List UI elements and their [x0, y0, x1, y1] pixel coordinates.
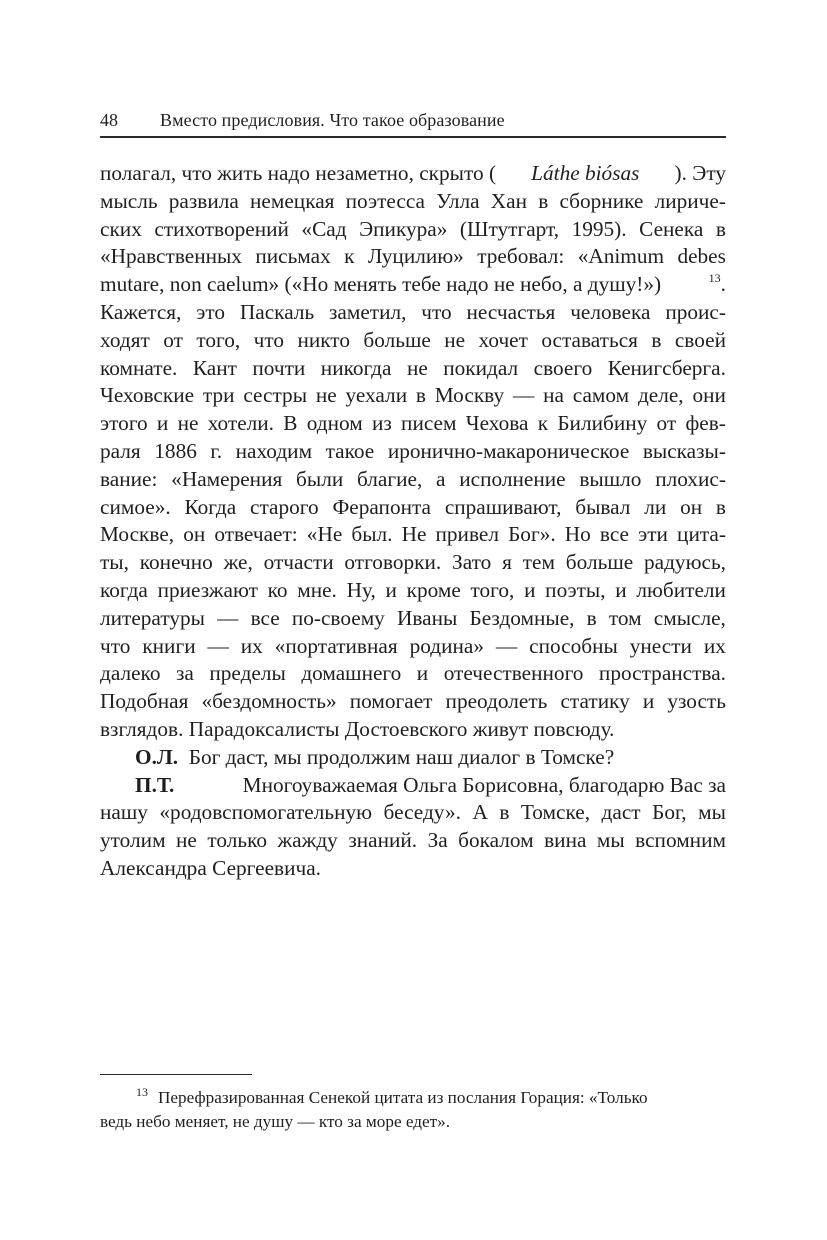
text-line: ских стихотворений «Сад Эпикура» (Штутгарт, 1995). Сенека в	[100, 216, 726, 241]
text-line: утолим не только жажду знаний. За бокалом вина мы вспомним	[100, 828, 726, 853]
dialogue-answer: П.Т. Многоуважаемая Ольга Борисовна, благодарю Вас за	[100, 772, 726, 800]
text-line: далеко за пределы домашнего и отечественного пространства.	[100, 661, 726, 686]
text-line: нашу «родовспомогательную беседу». А в Томске, даст Бог, мы	[100, 800, 726, 825]
text-line: mutare, non caelum» («Но менять тебе надо не небо, а душу!») $^{13}$.	[100, 271, 726, 297]
running-header	[100, 106, 726, 138]
text-line: когда приезжают ко мне. Ну, и кроме того, и поэты, и любители	[100, 577, 726, 602]
page-number: 48	[100, 110, 118, 130]
italic-phrase: Láthe biósas	[531, 161, 640, 185]
text-line: что книги — их «портативная родина» — способны унести их	[100, 633, 726, 658]
text-line: полагал, что жить надо незаметно, скрыто ( Láthe biósas ). Эту	[100, 160, 726, 188]
footnote-divider	[100, 1074, 252, 1075]
text-line: «Нравственных письмах к Луцилию» требовал: «Animum debes	[100, 244, 726, 269]
speaker-pt: П.Т.	[135, 772, 175, 797]
text-line: этого и не хотели. В одном из писем Чехова к Билибину от фев-	[100, 411, 726, 436]
footnote-number: 13	[136, 1085, 148, 1099]
text-line: взглядов. Парадоксалисты Достоевского живут повсюду.	[100, 716, 615, 741]
text-line: комнате. Кант почти никогда не покидал своего Кенигсберга.	[100, 355, 726, 380]
text-line: Подобная «бездомность» помогает преодолеть статику и узость	[100, 689, 726, 714]
text-line: Кажется, это Паскаль заметил, что несчастья человека проис-	[100, 299, 726, 324]
running-title: Вместо предисловия. Что такое образование	[160, 110, 505, 130]
text-line: Александра Сергеевича.	[100, 855, 321, 880]
text-line: вание: «Намерения были благие, а исполнение вышло плохис-	[100, 466, 726, 491]
text-line: Москве, он отвечает: «Не был. Не привел Бог». Но все эти цита-	[100, 522, 726, 547]
text-line: Чеховские три сестры не уехали в Москву — на самом деле, они	[100, 383, 726, 408]
dialogue-question: О.Л. Бог даст, мы продолжим наш диалог в Томске?	[100, 744, 726, 772]
text-line: литературы — все по-своему Иваны Бездомные, в том смысле,	[100, 605, 726, 630]
text-line: ты, конечно же, отчасти отговорки. Зато я тем больше радуюсь,	[100, 550, 726, 575]
footnote-line: ведь небо меняет, не душу — кто за море едет».	[100, 1112, 451, 1131]
footnote	[100, 1086, 726, 1134]
text-line: ходят от того, что никто больше не хочет оставаться в своей	[100, 327, 726, 352]
footnote-line: 13 Перефразированная Сенекой цитата из послания Горация: «Только	[100, 1086, 726, 1110]
text-line: симое». Когда старого Ферапонта спрашивают, бывал ли он в	[100, 494, 726, 519]
footnote-ref[interactable]: 13	[708, 271, 721, 286]
text-line: мысль развила немецкая поэтесса Улла Хан в сборнике лириче-	[100, 188, 726, 213]
main-text	[100, 160, 726, 883]
text-line: раля 1886 г. находим такое иронично-макароническое высказы-	[100, 438, 726, 463]
speaker-ol: О.Л.	[135, 744, 179, 769]
